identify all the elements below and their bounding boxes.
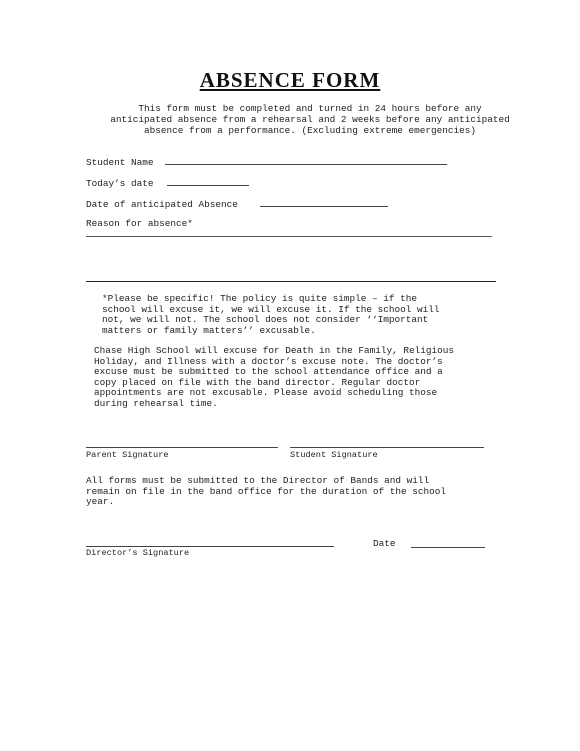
student-name-label: Student Name — [86, 157, 154, 168]
student-signature-line[interactable] — [290, 447, 484, 448]
todays-date-label: Today’s date — [86, 178, 154, 189]
date-label: Date — [373, 538, 396, 549]
todays-date-field[interactable] — [86, 177, 249, 189]
student-name-field[interactable] — [86, 156, 447, 168]
policy-note: *Please be specific! The policy is quite simple – if the school will excuse it, we will excuse it. If the school will not, we will not. The school does not consider ‘‘Important matters or family matters’’ excusable. — [102, 293, 440, 336]
reason-field-label: Reason for absence* — [86, 218, 193, 229]
anticipated-absence-date-field[interactable] — [86, 198, 388, 210]
reason-line-1[interactable] — [86, 236, 492, 237]
form-title: ABSENCE FORM — [199, 68, 381, 92]
anticipated-absence-date-line[interactable] — [260, 198, 388, 207]
director-date-line[interactable] — [411, 547, 485, 548]
todays-date-line[interactable] — [167, 177, 249, 186]
anticipated-absence-date-label: Date of anticipated Absence — [86, 199, 238, 210]
student-name-line[interactable] — [165, 156, 447, 165]
student-signature-label: Student Signature — [290, 450, 378, 460]
director-signature-label: Director’s Signature — [86, 548, 190, 558]
submission-note: All forms must be submitted to the Director of Bands and will remain on file in the band office for the duration of the school year. — [86, 475, 447, 508]
reason-line-2[interactable] — [86, 281, 496, 282]
school-excuse-policy: Chase High School will excuse for Death in the Family, Religious Holiday, and Illness with a doctor’s excuse note. The doctor’s excuse must be submitted to the school attendance office and a copy placed on file with the band director. Regular doctor appointments are not excusable. Please avoid scheduling those during rehearsal time. — [94, 345, 455, 409]
form-instructions: This form must be completed and turned in 24 hours before any anticipated absence from a rehearsal and 2 weeks before any anticipated absence from a performance. (Excluding extreme emergencies) — [110, 103, 510, 136]
parent-signature-line[interactable] — [86, 447, 278, 448]
parent-signature-label: Parent Signature — [86, 450, 169, 460]
director-signature-line[interactable] — [86, 546, 334, 547]
